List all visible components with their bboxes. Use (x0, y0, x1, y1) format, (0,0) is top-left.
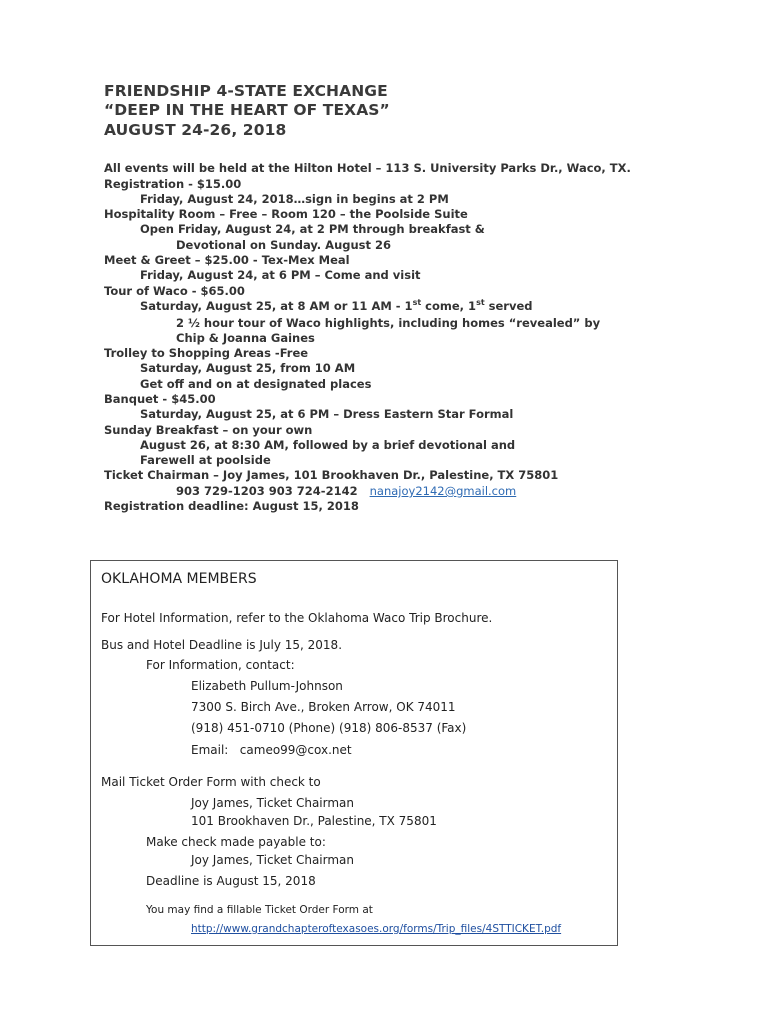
tour-sup-1: st (412, 298, 422, 308)
order-deadline: Deadline is August 15, 2018 (146, 874, 316, 888)
registration-line: Registration - $15.00 (104, 177, 242, 191)
oklahoma-members-box (90, 560, 618, 946)
trolley-detail-2: Get off and on at designated places (140, 377, 372, 391)
ticket-form-link[interactable]: http://www.grandchapteroftexasoes.org/forms/Trip_files/4STTICKET.pdf (191, 923, 562, 935)
tour-detail-1a: Saturday, August 25, at 8 AM or 11 AM - 1 (140, 299, 413, 313)
bus-deadline-line: Bus and Hotel Deadline is July 15, 2018. (101, 638, 343, 652)
mail-name: Joy James, Ticket Chairman (191, 796, 355, 810)
meet-greet-detail: Friday, August 24, at 6 PM – Come and visit (140, 268, 421, 282)
venue-line: All events will be held at the Hilton Hotel – 113 S. University Parks Dr., Waco, TX. (104, 161, 631, 175)
form-note: You may find a fillable Ticket Order Form at (146, 904, 373, 916)
contact-email-link[interactable]: nanajoy2142@gmail.com (369, 484, 517, 498)
event-subtitle: “DEEP IN THE HEART OF TEXAS” (104, 101, 390, 119)
tour-sup-2: st (476, 298, 485, 308)
event-title: FRIENDSHIP 4-STATE EXCHANGE (104, 82, 388, 100)
payable-name: Joy James, Ticket Chairman (191, 853, 355, 867)
contact-email-label: Email: (191, 743, 229, 757)
ticket-chairman-line: Ticket Chairman – Joy James, 101 Brookhaven Dr., Palestine, TX 75801 (104, 468, 559, 482)
oklahoma-heading: OKLAHOMA MEMBERS (101, 571, 257, 587)
hospitality-detail-2: Devotional on Sunday. August 26 (176, 238, 392, 252)
breakfast-line: Sunday Breakfast – on your own (104, 423, 313, 437)
trolley-line: Trolley to Shopping Areas -Free (104, 346, 309, 360)
contact-address: 7300 S. Birch Ave., Broken Arrow, OK 74011 (191, 700, 456, 714)
meet-greet-line: Meet & Greet – $25.00 - Tex-Mex Meal (104, 253, 350, 267)
tour-detail-1c: served (484, 299, 533, 313)
banquet-line: Banquet - $45.00 (104, 392, 216, 406)
tour-detail-1 (140, 299, 533, 313)
mail-intro: Mail Ticket Order Form with check to (101, 775, 321, 789)
contact-email: cameo99@cox.net (239, 743, 352, 757)
tour-detail-1b: come, 1 (421, 299, 477, 313)
mail-address: 101 Brookhaven Dr., Palestine, TX 75801 (191, 814, 437, 828)
tour-detail-3: Chip & Joanna Gaines (176, 331, 315, 345)
tour-detail-2: 2 ½ hour tour of Waco highlights, including homes “revealed” by (176, 316, 601, 330)
contact-email-row (191, 743, 352, 757)
breakfast-detail-2: Farewell at poolside (140, 453, 271, 467)
contact-phone-fax: (918) 451-0710 (Phone) (918) 806-8537 (Fax) (191, 721, 467, 735)
hotel-info-line: For Hotel Information, refer to the Oklahoma Waco Trip Brochure. (101, 611, 493, 625)
banquet-detail: Saturday, August 25, at 6 PM – Dress Eastern Star Formal (140, 407, 514, 421)
trolley-detail-1: Saturday, August 25, from 10 AM (140, 361, 356, 375)
registration-detail: Friday, August 24, 2018…sign in begins at 2 PM (140, 192, 449, 206)
tour-line: Tour of Waco - $65.00 (104, 284, 245, 298)
contact-phones-line (176, 484, 516, 498)
registration-deadline: Registration deadline: August 15, 2018 (104, 499, 359, 513)
contact-phones: 903 729-1203 903 724-2142 (176, 484, 358, 498)
breakfast-detail-1: August 26, at 8:30 AM, followed by a brief devotional and (140, 438, 516, 452)
hospitality-line: Hospitality Room – Free – Room 120 – the Poolside Suite (104, 207, 468, 221)
hospitality-detail-1: Open Friday, August 24, at 2 PM through breakfast & (140, 222, 485, 236)
event-dates: AUGUST 24-26, 2018 (104, 121, 287, 139)
contact-name: Elizabeth Pullum-Johnson (191, 679, 343, 693)
contact-intro: For Information, contact: (146, 658, 295, 672)
payable-intro: Make check made payable to: (146, 835, 326, 849)
